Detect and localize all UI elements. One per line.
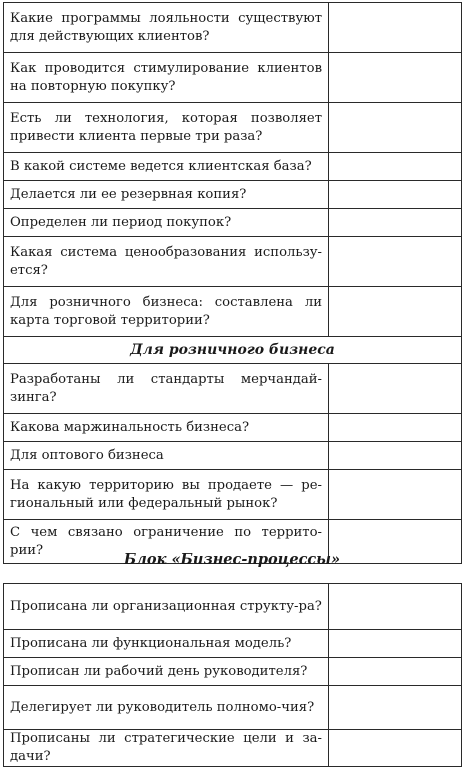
table-row xyxy=(4,442,462,470)
question-cell: Делается ли ее резервная копия? xyxy=(4,181,329,209)
answer-cell[interactable] xyxy=(329,103,462,153)
answer-cell[interactable] xyxy=(329,658,462,686)
questionnaire-table-business-processes xyxy=(3,583,462,767)
answer-cell[interactable] xyxy=(329,364,462,414)
table-row xyxy=(4,584,462,630)
answer-cell[interactable] xyxy=(329,730,462,767)
question-cell: Есть ли технология, которая позволяет привести клиента первые три раза? xyxy=(4,103,329,153)
question-cell: Как проводится стимулирование клиентов на повторную покупку? xyxy=(4,53,329,103)
block-title: Блок «Бизнес-процессы» xyxy=(123,551,341,568)
table-row xyxy=(4,658,462,686)
question-cell: Прописан ли рабочий день руководителя? xyxy=(4,658,329,686)
question-cell: Прописаны ли стратегические цели и за-дачи? xyxy=(4,730,329,767)
question-cell: Разработаны ли стандарты мерчандай-зинга? xyxy=(4,364,329,414)
table-row xyxy=(4,414,462,442)
answer-cell[interactable] xyxy=(329,686,462,730)
answer-cell[interactable] xyxy=(329,584,462,630)
question-cell: Какова маржинальность бизнеса? xyxy=(4,414,329,442)
answer-cell[interactable] xyxy=(329,287,462,337)
table-row xyxy=(4,181,462,209)
questionnaire-table-customers xyxy=(3,2,462,564)
answer-cell[interactable] xyxy=(329,414,462,442)
table-row xyxy=(4,209,462,237)
answer-cell[interactable] xyxy=(329,470,462,520)
table-row xyxy=(4,364,462,414)
question-cell: Для розничного бизнеса: составлена ли карта торговой территории? xyxy=(4,287,329,337)
table-row xyxy=(4,3,462,53)
question-cell: Прописана ли организационная структу-ра? xyxy=(4,584,329,630)
table-row xyxy=(4,53,462,103)
question-cell: С чем связано ограничение по террито-рии? xyxy=(4,520,329,564)
table-row xyxy=(4,103,462,153)
section-header-row xyxy=(4,337,462,364)
question-cell: Для оптового бизнеса xyxy=(4,442,329,470)
answer-cell[interactable] xyxy=(329,53,462,103)
question-cell: Делегирует ли руководитель полномо-чия? xyxy=(4,686,329,730)
table-row xyxy=(4,730,462,767)
section-header: Для розничного бизнеса xyxy=(4,337,462,364)
question-cell: Какие программы лояльности существуют для действующих клиентов? xyxy=(4,3,329,53)
table-row xyxy=(4,470,462,520)
table-row xyxy=(4,237,462,287)
answer-cell[interactable] xyxy=(329,209,462,237)
question-cell: Определен ли период покупок? xyxy=(4,209,329,237)
answer-cell[interactable] xyxy=(329,630,462,658)
question-cell: На какую территорию вы продаете — ре-гиональный или федеральный рынок? xyxy=(4,470,329,520)
question-cell: Какая система ценообразования использу-ется? xyxy=(4,237,329,287)
table-row xyxy=(4,630,462,658)
answer-cell[interactable] xyxy=(329,237,462,287)
answer-cell[interactable] xyxy=(329,153,462,181)
answer-cell[interactable] xyxy=(329,3,462,53)
table-row xyxy=(4,287,462,337)
answer-cell[interactable] xyxy=(329,442,462,470)
table-row xyxy=(4,153,462,181)
question-cell: Прописана ли функциональная модель? xyxy=(4,630,329,658)
table-row xyxy=(4,686,462,730)
answer-cell[interactable] xyxy=(329,181,462,209)
question-cell: В какой системе ведется клиентская база? xyxy=(4,153,329,181)
